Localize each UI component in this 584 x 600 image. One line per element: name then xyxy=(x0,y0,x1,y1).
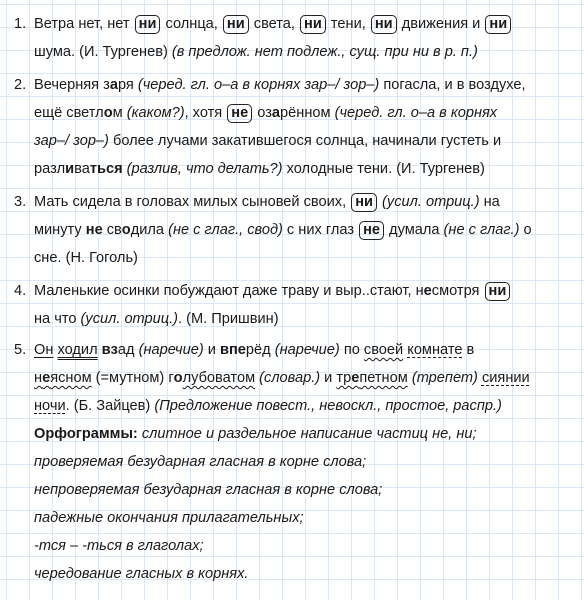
annotation: (черед. гл. о–а в корнях зар–/ зор–) xyxy=(137,77,380,93)
annotation: (черед. гл. о–а в корнях xyxy=(334,105,498,121)
highlight-ending: ться xyxy=(89,161,123,177)
item-5-line-2: неясном (=мутном) голубоватом (словар.) и трепетном (трепет) сиянии xyxy=(34,370,530,386)
annotation: (наречие) xyxy=(138,342,204,358)
highlight-letter: вп xyxy=(219,342,238,358)
highlight-letter: о xyxy=(121,222,131,238)
particle-box: ни xyxy=(351,193,377,212)
highlight-letter: е xyxy=(237,342,246,358)
annotation: (словар.) xyxy=(259,370,321,386)
highlight-particle: не xyxy=(85,222,103,238)
attribute: своей xyxy=(363,342,404,358)
item-4-line-2: на что (усил. отриц.). (М. Пришвин) xyxy=(34,311,279,327)
object: ночи xyxy=(34,398,66,414)
item-1-line-2: шума. (И. Тургенев) (в предлож. нет подлеж., сущ. при ни в р. п.) xyxy=(34,44,478,60)
annotation: (трепет) xyxy=(411,370,478,386)
item-number: 2. xyxy=(14,77,27,93)
orthograms-title: Орфограммы: xyxy=(34,426,138,442)
attribute: неясном xyxy=(34,370,92,386)
annotation: (каком?) xyxy=(126,105,185,121)
item-2-line-3: зар–/ зор–) более лучами закатившегося солнца, начинали густеть и xyxy=(34,133,502,149)
highlight-letter: а xyxy=(109,77,118,93)
particle-box: ни xyxy=(485,282,511,301)
orthograms-line-1 xyxy=(34,423,477,446)
attribute: трепетном xyxy=(336,370,408,386)
orthogram-item: непроверяемая безударная гласная в корне слова; xyxy=(34,482,383,498)
item-2-line-2: ещё светлом (каком?), хотя не озарённом (черед. гл. о–а в корнях xyxy=(34,105,498,121)
annotation: зар–/ зор–) xyxy=(34,133,109,149)
predicate: ходил xyxy=(57,342,98,358)
annotation: (усил. отриц.) xyxy=(80,311,179,327)
highlight-letter: в xyxy=(101,342,111,358)
highlight-letter: а xyxy=(271,105,281,121)
particle-box: ни xyxy=(485,15,511,34)
highlight-letter: з xyxy=(110,342,118,358)
highlight-letter: о xyxy=(173,370,183,386)
page: 1. Ветра нет, нет ни солнца, ни света, ни тени, ни движения и ни шума. (И. Тургенев) (в предлож. нет подлеж., сущ. при ни в р. п.) 2. Вечерняя заря (черед. гл. о–а в корнях зар–/ зор–) погасла, и в воздухе, ещё светлом (каком?), хотя не озарённом (черед. гл. о–а в корнях зар–/ зор–) более лучами закатившегося солнца, начинали густеть и разливаться (разлив, что делать?) холодные тени. (И. Тургенев) 3. Мать сидела в головах милых сыновей своих, ни (усил. отриц.) на минуту не сводила (не с глаг., свод) с них глаз не думала (не с глаг.) о сне. (Н. Гоголь) 4. Маленькие осинки побуждают даже траву и выр..стают, несмотря ни на что (усил. отриц.). (М. Пришвин) 5. Он ходил взад (наречие) и вперёд (наречие) по своей комнате в неясном (=мутном) голубоватом (словар.) и трепетном (трепет) сиянии ночи. (Б. Зайцев) (Предложение повест., невоскл., простое, распр.) Орфограммы: слитное и раздельное написание частиц не, ни; проверяемая безударная гласная в корне слова; непроверяемая безударная гласная в корне слова; падежные окончания прилагательных; -тся – -ться в глаголах; чередование гласных в корнях. xyxy=(0,0,584,600)
orthogram-item: падежные окончания прилагательных; xyxy=(34,510,304,526)
particle-box: не xyxy=(227,104,252,123)
annotation: (не с глаг., свод) xyxy=(168,222,283,238)
particle-box: не xyxy=(359,221,384,240)
particle-box: ни xyxy=(300,15,326,34)
particle-box: ни xyxy=(223,15,249,34)
item-3-line-3: сне. (Н. Гоголь) xyxy=(34,250,138,266)
orthogram-item: слитное и раздельное написание частиц не, ни; xyxy=(141,426,477,442)
item-3-line-2: минуту не сводила (не с глаг., свод) с них глаз не думала (не с глаг.) о xyxy=(34,222,532,238)
item-number: 4. xyxy=(14,283,27,299)
subject: Он xyxy=(34,342,54,358)
annotation: (усил. отриц.) xyxy=(382,194,480,210)
highlight-letter: е xyxy=(423,283,432,299)
item-number: 5. xyxy=(14,342,27,358)
object: сиянии xyxy=(481,370,530,386)
item-2-line-4: разливаться (разлив, что делать?) холодные тени. (И. Тургенев) xyxy=(34,161,485,177)
annotation: (разлив, что делать?) xyxy=(126,161,283,177)
orthogram-item: чередование гласных в корнях. xyxy=(34,566,249,582)
annotation: (Предложение повест., невоскл., простое, распр.) xyxy=(154,398,502,414)
item-number: 1. xyxy=(14,16,27,32)
attribute: лубоватом xyxy=(182,370,256,386)
annotation: (в предлож. нет подлеж., сущ. при ни в р. п.) xyxy=(171,44,478,60)
item-number: 3. xyxy=(14,194,27,210)
particle-box: ни xyxy=(371,15,397,34)
highlight-letter: о xyxy=(103,105,113,121)
orthogram-item: -тся – -ться в глаголах; xyxy=(34,538,204,554)
highlight-letter: и xyxy=(65,161,75,177)
annotation: (не с глаг.) xyxy=(443,222,520,238)
object: комнате xyxy=(407,342,463,358)
particle-box: ни xyxy=(135,15,161,34)
item-5-line-3: ночи. (Б. Зайцев) (Предложение повест., невоскл., простое, распр.) xyxy=(34,398,502,414)
orthogram-item: проверяемая безударная гласная в корне слова; xyxy=(34,454,367,470)
annotation: (наречие) xyxy=(274,342,340,358)
